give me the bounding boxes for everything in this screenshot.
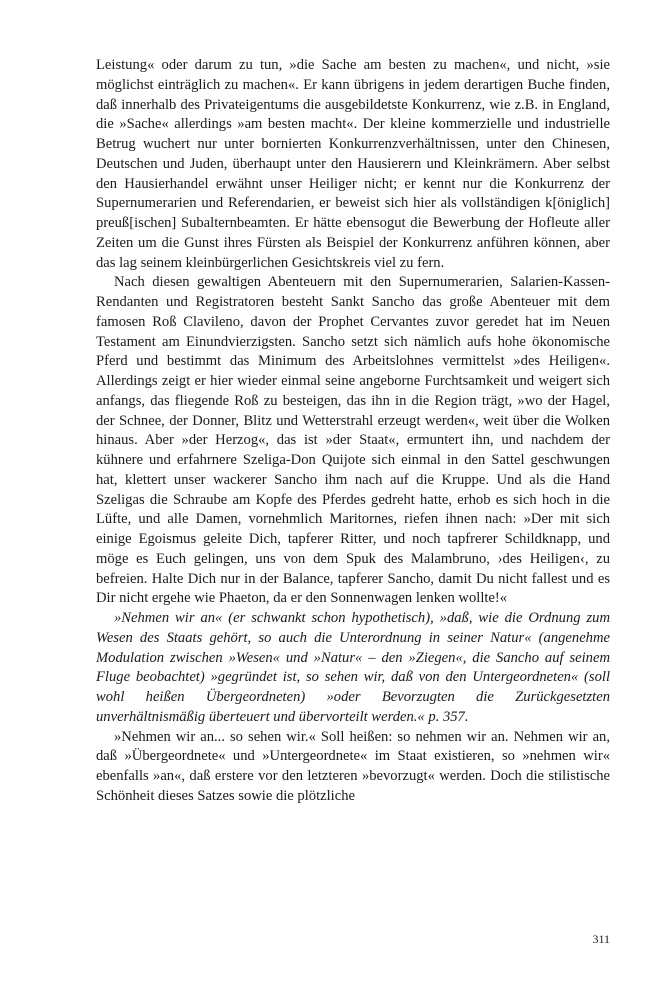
paragraph-2: Nach diesen gewaltigen Abenteuern mit den Supernumerarien, Salarien-Kassen-Rendanten und Registratoren besteht Sankt Sancho das große Abenteuer mit dem famosen Roß Clavileno, davon der Prophet Cervantes zuvor geredet hat im Neuen Testament am Einundvierzigsten. Sancho setzt sich nämlich aufs hohe ökonomische Pferd und bestimmt das Minimum des Arbeitslohnes vermittelst »des Heiligen«. Allerdings zeigt er hier wieder einmal seine angeborne Furchtsamkeit und weigert sich anfangs, das fliegende Roß zu besteigen, das ihn in die Region trägt, »wo der Hagel, der Schnee, der Donner, Blitz und Wetterstrahl erzeugt werden«, weit über die Wolken hinaus. Aber »der Herzog«, das ist »der Staat«, ermuntert ihn, und nachdem der kühnere und erfahrnere Szeliga-Don Quijote sich einmal in den Sattel geschwungen hat, klettert unser wackerer Sancho ihm nach auf die Kruppe. Und als die Hand Szeligas die Schraube am Kopfe des Pferdes gedreht hatte, erhob es sich hoch in die Lüfte, und alle Damen, vornehmlich Maritornes, riefen ihnen nach: »Der mit sich einige Egoismus geleite Dich, tapferer Ritter, und noch tapfrerer Schildknapp, und möge es Euch gelingen, uns von dem Spuk des Malambruno, ›des Heiligen‹, zu befreien. Halte Dich nur in der Balance, tapferer Sancho, damit Du nicht fallest und es Dir nicht ergehe wie Phaeton, da er den Sonnenwagen lenken wollte!«: [96, 274, 610, 607]
paragraph-1: Leistung« oder darum zu tun, »die Sache am besten zu machen«, und nicht, »sie möglichst einträglich zu machen«. Er kann übrigens in jedem derartigen Buche finden, daß innerhalb des Privateigentums die ausgebildetste Konkurrenz, wie z.B. in England, die »Sache« allerdings »am besten macht«. Der kleine kommerzielle und industrielle Betrug wuchert nur unter bornierten Konkurrenzverhältnissen, unter den Chinesen, Deutschen und Juden, überhaupt unter den Hausierern und Kleinkrämern. Aber selbst den Hausierhandel erwähnt unser Heiliger nicht; er kennt nur die Konkurrenz der Supernumerarien und Referendarien, er beweist sich hier als vollständigen k[öniglich] preuß[ischen] Subalternbeamten. Er hätte ebensogut die Bewerbung der Hofleute aller Zeiten um die Gunst ihres Fürsten als Beispiel der Konkurrenz anführen können, aber das lag seinem kleinbürgerlichen Gesichtskreis viel zu fern.: [96, 57, 610, 271]
quote-paragraph: »Nehmen wir an« (er schwankt schon hypothetisch), »daß, wie die Ordnung zum Wesen des Staats gehört, so auch die Unterordnung in seiner Natur« (angenehme Modulation zwischen »Wesen« und »Natur« – den »Ziegen«, die Sancho auf seinem Fluge beobachtet) »gegründet ist, so sehen wir, daß von den Untergeordneten« (soll wohl heißen Übergeordneten) »oder Bevorzugten die Zurückgesetzten unverhältnismäßig überteuert und übervorteilt werden.« p. 357.: [96, 610, 610, 725]
page-body: [96, 56, 610, 807]
paragraph-4: »Nehmen wir an... so sehen wir.« Soll heißen: so nehmen wir an. Nehmen wir an, daß »Übergeordnete« und »Untergeordnete« im Staat existieren, so »nehmen wir« ebenfalls »an«, daß erstere vor den letzteren »bevorzugt« werden. Doch die stilistische Schönheit dieses Satzes sowie die plötzliche: [96, 728, 610, 804]
page-number: 311: [592, 932, 610, 946]
